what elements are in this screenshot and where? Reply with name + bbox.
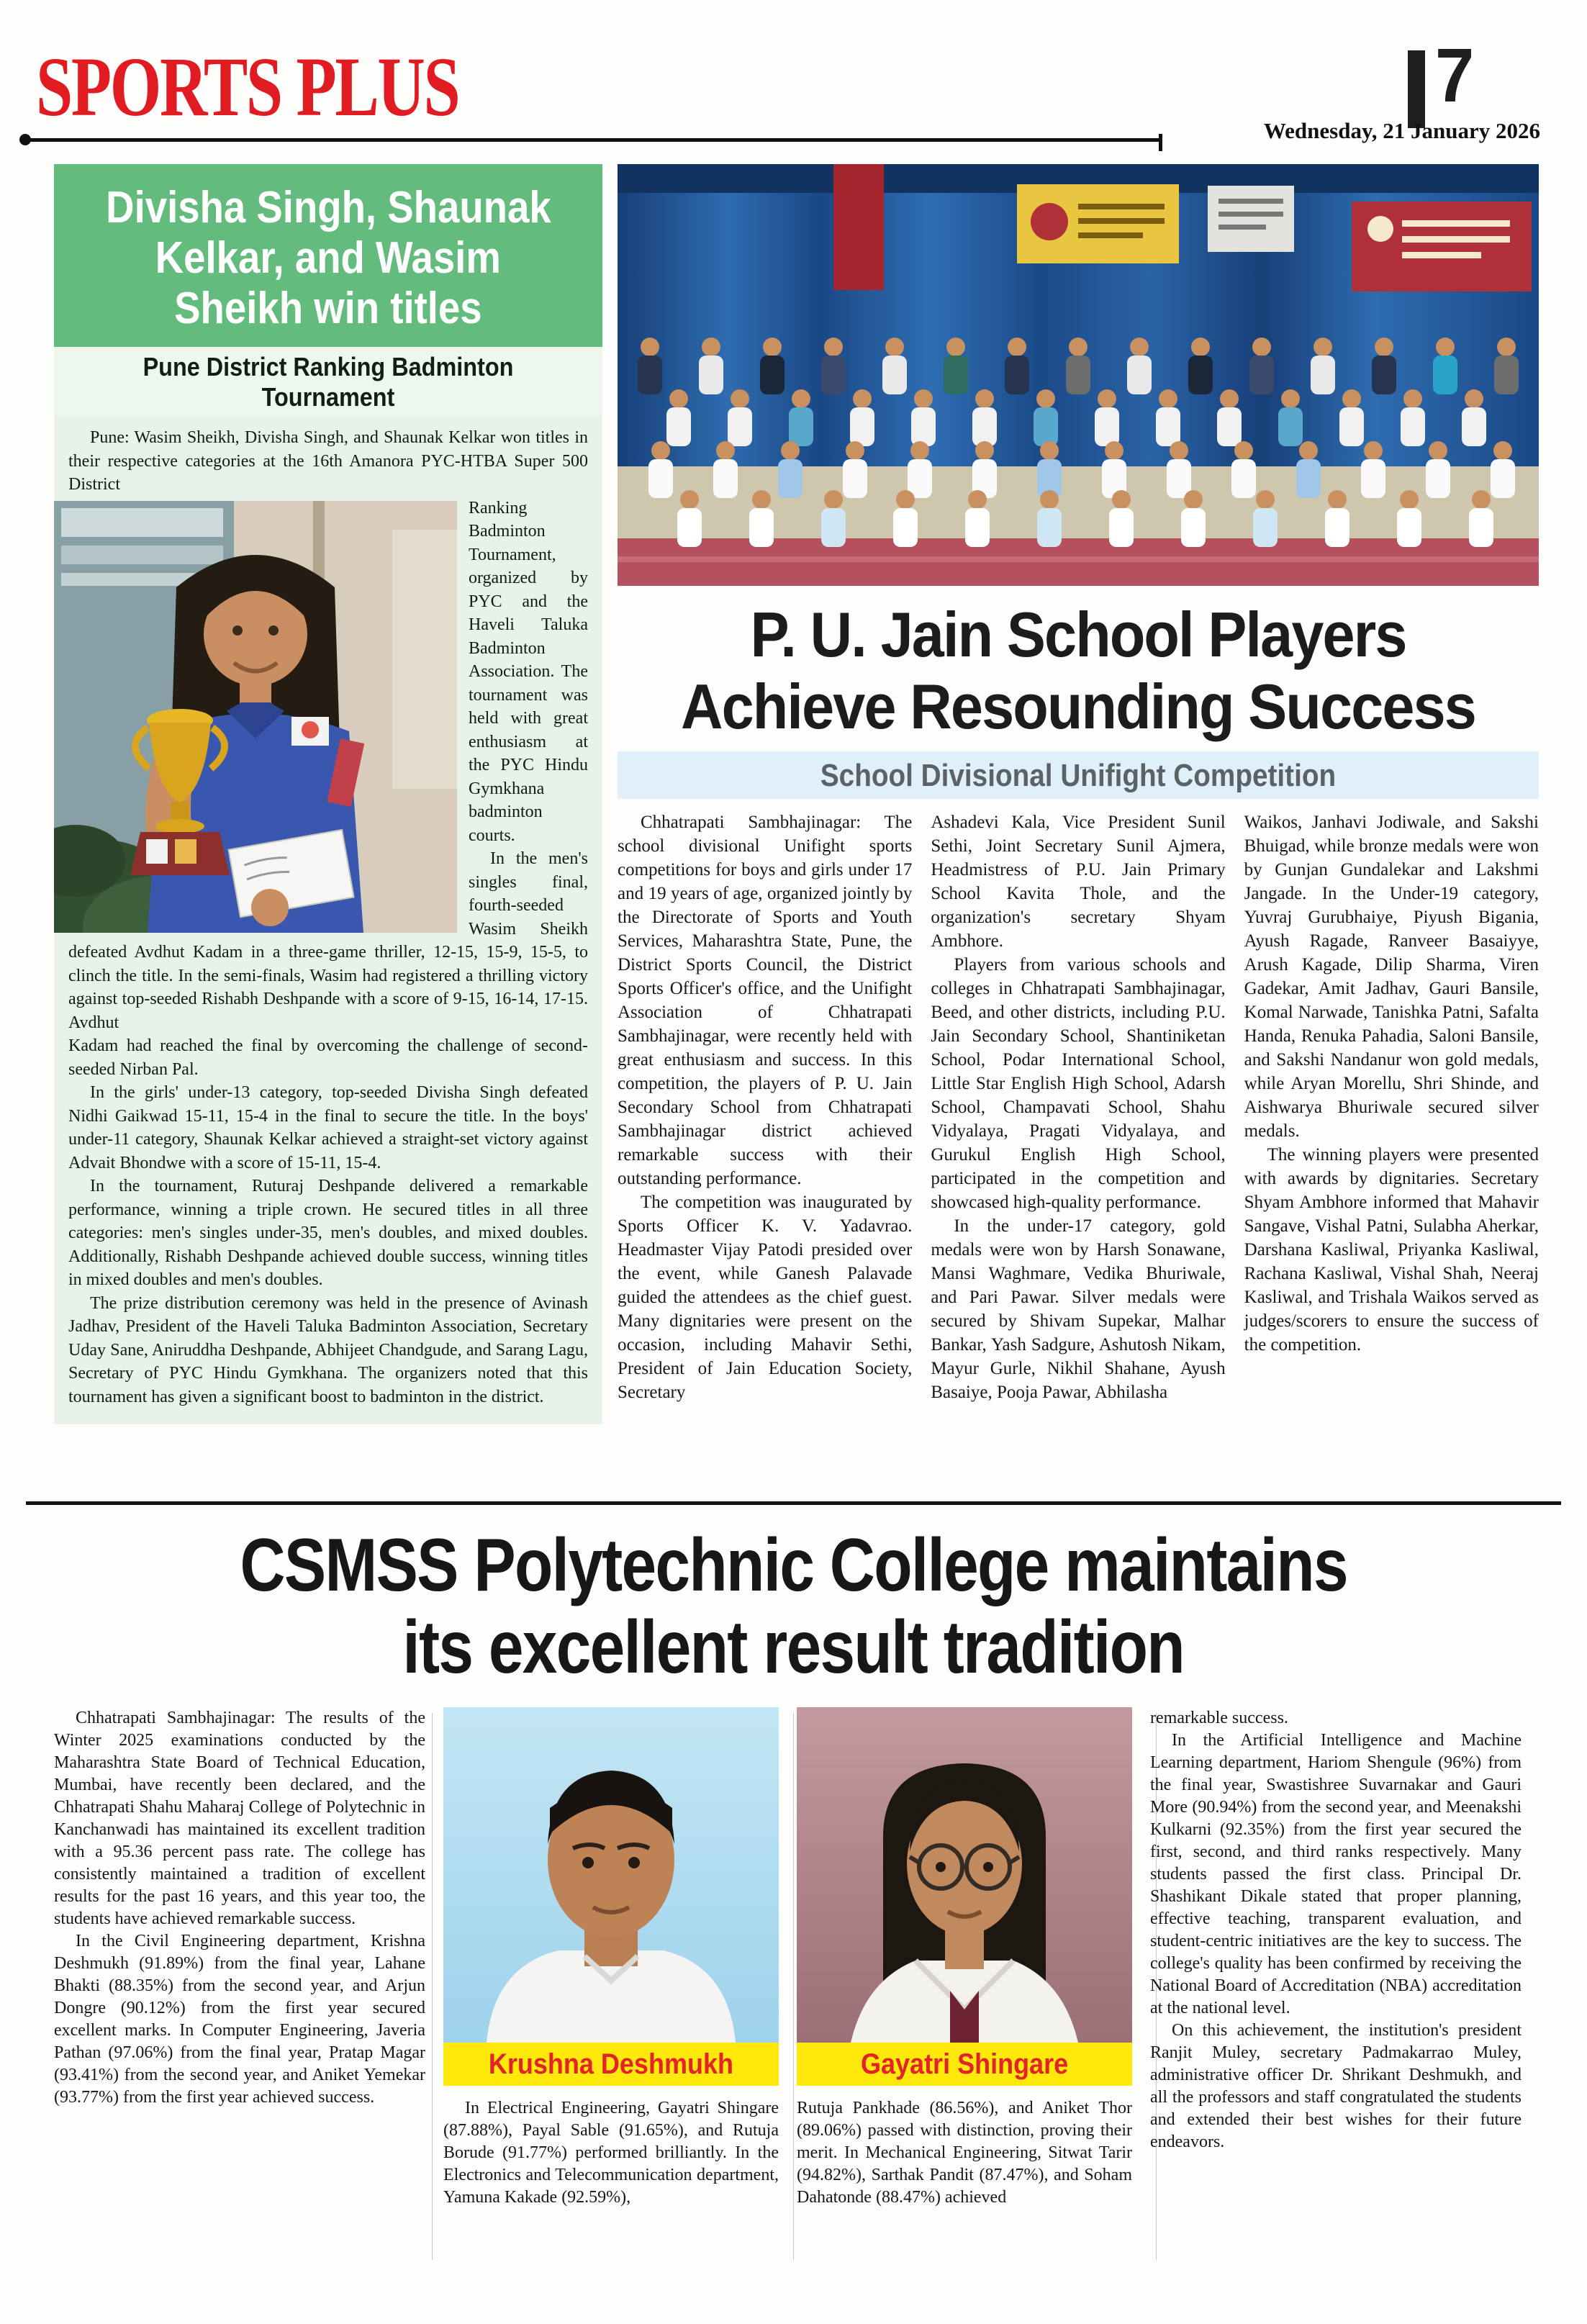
unifight-column-3 xyxy=(1244,810,1539,1404)
krushna-deshmukh-photo xyxy=(443,1707,779,2043)
article-paragraph: The competition was inaugurated by Sports Officer K. V. Yadavrao. Headmaster Vijay Patodi presided over the event, while Ganesh Palavade guided the attendees as the chief guest. Many dignitaries were present on the occasion, including Mahavir Sethi, President of Jain Education Society, Secretary xyxy=(618,1193,913,1402)
unifight-columns xyxy=(618,810,1539,1404)
header-rule-dot xyxy=(19,134,31,145)
trophy-girl-illustration xyxy=(54,501,457,933)
csmss-column-4 xyxy=(1150,1707,1522,2209)
headline-line: Sheikh win titles xyxy=(174,284,482,333)
group-photo-illustration xyxy=(618,164,1539,586)
csmss-headline xyxy=(0,1524,1587,1688)
article-paragraph: Players from various schools and colleges in Chhatrapati Sambhajinagar, Beed, and other districts, including P.U. Jain Secondary School, Shantiniketan School, Podar International School, Little Star English High School, Adarsh School, Champavati School, Shahu Vidyalaya, Pragati Vidyalaya, and Gurukul English High School, participated in the competition and showcased high-quality performance. xyxy=(931,955,1226,1212)
section-divider-rule xyxy=(26,1501,1561,1505)
group-photo xyxy=(618,164,1539,586)
article-paragraph: Rutuja Pankhade (86.56%), and Aniket Thor (89.06%) passed with distinction, proving their merit. In Mechanical Engineering, Sitwat Tarir (94.82%), Sarthak Pandit (87.47%), and Soham Dahatonde (88.47%) achieved xyxy=(797,2099,1132,2207)
red-banner-right xyxy=(1352,202,1532,291)
unifight-article xyxy=(618,164,1539,1404)
csmss-column-3 xyxy=(797,1707,1132,2209)
badminton-body xyxy=(54,416,602,1424)
photo-caption-gayatri: Gayatri Shingare xyxy=(797,2043,1132,2086)
female-student-portrait xyxy=(797,1707,1132,2043)
headline-line: Achieve Resounding Success xyxy=(680,671,1475,742)
unifight-kicker: School Divisional Unifight Competition xyxy=(618,751,1539,799)
article-paragraph: In the men's singles final, fourth-seeded Wasim Sheikh defeated Avdhut Kadam in a three-game thriller, 12-15, 15-9, 15-5, to clinch the title. In the semi-finals, Wasim had registered a thrilling victory against top-seeded Rishabh Deshpande with a score of 9-15, 16-14, 17-15. Avdhut xyxy=(68,849,588,1032)
white-sign xyxy=(1208,186,1294,252)
headline-line: P. U. Jain School Players xyxy=(750,599,1406,670)
article-paragraph: In the Civil Engineering department, Krishna Deshmukh (91.89%) from the final year, Lahane Bhakti (88.35%) from the second year, and Arjun Dongre (90.12%) from the first year secured excellent marks. In Computer Engineering, Javeria Pathan (97.06%) from the final year, Pratap Magar (93.41%) from the second year, and Aniket Yemekar (93.77%) from the first year achieved success. xyxy=(54,1932,425,2107)
article-paragraph: Chhatrapati Sambhajinagar: The school divisional Unifight sports competitions for boys and girls under 17 and 19 years of age, organized jointly by the Directorate of Sports and Youth Services, Maharashtra State, Pune, the District Sports Council, the District Sports Officer's office, and the Unifight Association of Chhatrapati Sambhajinagar, were recently held with great enthusiasm and success. In this competition, the players of P. U. Jain Secondary School from Chhatrapati Sambhajinagar district achieved remarkable success with their outstanding performance. xyxy=(618,813,913,1188)
badminton-kicker: Pune District Ranking Badminton Tournament xyxy=(54,347,602,416)
badminton-headline xyxy=(54,164,602,347)
header-rule xyxy=(26,138,1162,142)
gayatri-shingare-photo xyxy=(797,1707,1132,2043)
page-number-bar xyxy=(1408,50,1425,128)
date-line: Wednesday, 21 January 2026 xyxy=(1263,118,1540,143)
csmss-columns xyxy=(54,1707,1535,2209)
yellow-banner-center xyxy=(1017,184,1179,263)
people-back-row xyxy=(638,338,1519,394)
headline-line: its excellent result tradition xyxy=(402,1606,1185,1689)
article-paragraph: In the tournament, Ruturaj Deshpande delivered a remarkable performance, winning a triple crown. He secured titles in all three categories: men's singles under-35, men's doubles, and mixed doubles. Additionally, Rishabh Deshpande achieved double success, winning titles in mixed doubles and men's doubles. xyxy=(68,1177,588,1289)
article-paragraph: In the Artificial Intelligence and Machine Learning department, Hariom Shengule (96%) from the final year, Swastishree Suvarnakar and Gauri More (90.94%) from the second year, and Meenakshi Kulkarni (92.35%) from the first year secured the first, second, and third ranks respectively. Many students passed the first class. Principal Dr. Shashikant Dikale stated that proper planning, effective teaching, transparent evaluation, and student-centric initiatives are the key to success. The college's quality has been confirmed by receiving the National Board of Accreditation (NBA) accreditation at the national level. xyxy=(1150,1731,1522,2017)
unifight-column-1 xyxy=(618,810,912,1404)
article-paragraph: On this achievement, the institution's president Ranjit Muley, secretary Padmakarrao Muley, administrative officer Dr. Shrikant Deshmukh, and all the professors and staff congratulated the students and extended their best wishes for their future endeavors. xyxy=(1150,2021,1522,2151)
unifight-column-2 xyxy=(931,810,1225,1404)
article-paragraph: Ashadevi Kala, Vice President Sunil Sethi, Joint Secretary Sunil Ajmera, Headmistress of P.U. Jain Primary School Kavita Thole, and the organization's secretary Shyam Ambhore. xyxy=(931,813,1226,951)
article-paragraph: In Electrical Engineering, Gayatri Shingare (87.88%), Payal Sable (91.65%), and Rutuja Borude (91.77%) performed brilliantly. In the Electronics and Telecommunication department, Yamuna Kakade (92.59%), xyxy=(443,2099,779,2207)
article-paragraph: Ranking Badminton Tournament, organized by PYC and the Haveli Taluka Badminton Association. The tournament was held with great enthusiasm at the PYC Hindu Gymkhana badminton courts. xyxy=(469,498,588,845)
badminton-article xyxy=(54,164,602,1424)
article-paragraph: In the girls' under-13 category, top-seeded Divisha Singh defeated Nidhi Gaikwad 15-11, 15-4 in the final to secure the title. In the boys' under-11 category, Shaunak Kelkar achieved a straight-set victory against Advait Bhondwe with a score of 15-11, 15-4. xyxy=(68,1083,588,1172)
headline-line: CSMSS Polytechnic College maintains xyxy=(240,1524,1347,1607)
csmss-column-1 xyxy=(54,1707,425,2209)
article-paragraph: remarkable success. xyxy=(1150,1709,1288,1727)
unifight-headline xyxy=(618,599,1539,743)
article-paragraph: Waikos, Janhavi Jodiwale, and Sakshi Bhuigad, while bronze medals were won by Gunjan Gundalekar and Lakshmi Jangade. In the Under-19 category, Yuvraj Gurubhaiye, Piyush Bigania, Ayush Ragade, Ranveer Basaiyye, Arush Kagade, Dilip Sharma, Viren Gadekar, Amit Jadhav, Gauri Bansile, Komal Narwade, Tanishka Patni, Safalta Handa, Renuka Pahadia, Saloni Bansile, and Sakshi Nandanur won gold medals, while Aryan Morellu, Shri Shinde, and Aishwarya Bhuriwale secured silver medals. xyxy=(1244,813,1539,1141)
article-paragraph: Kadam had reached the final by overcoming the challenge of second-seeded Nirban Pal. xyxy=(68,1036,588,1079)
article-paragraph: Pune: Wasim Sheikh, Divisha Singh, and Shaunak Kelkar won titles in their respective categories at the 16th Amanora PYC-HTBA Super 500 District xyxy=(68,428,588,494)
page-number: 7 xyxy=(1435,33,1475,118)
article-paragraph: Chhatrapati Sambhajinagar: The results of the Winter 2025 examinations conducted by the Maharashtra State Board of Technical Education, Mumbai, have recently been declared, and the Chhatrapati Shahu Maharaj College of Polytechnic in Kanchanwadi has maintained its excellent tradition with a 95.36 percent pass rate. The college has consistently maintained a tradition of excellent results for the past 16 years, and this year too, the students have achieved remarkable success. xyxy=(54,1709,425,1928)
headline-line: Divisha Singh, Shaunak xyxy=(105,183,551,232)
csmss-column-2 xyxy=(443,1707,779,2209)
article-paragraph: The prize distribution ceremony was held in the presence of Avinash Jadhav, President of the Haveli Taluka Badminton Association, Secretary Uday Sane, Aniruddha Deshpande, Abhijeet Chandgude, and Sarang Lagu, Secretary of PYC Hindu Gymkhana. The organizers noted that this tournament has given a significant boost to badminton in the district. xyxy=(68,1293,588,1406)
photo-caption-krushna: Krushna Deshmukh xyxy=(443,2043,779,2086)
masthead-title: SPORTS PLUS xyxy=(36,40,459,134)
red-banner-left xyxy=(833,164,884,290)
headline-line: Kelkar, and Wasim xyxy=(155,233,502,283)
male-student-portrait xyxy=(443,1707,779,2043)
article-paragraph: In the under-17 category, gold medals were won by Harsh Sonawane, Mansi Waghmare, Vedika Bhuriwale, and Pari Pawar. Silver medals were secured by Shivam Supekar, Malhar Bankar, Yash Sadgure, Ashutosh Nikam, Mayur Gurle, Nikhil Shahane, Ayush Basaiye, Pooja Pawar, Abhilasha xyxy=(931,1216,1226,1402)
trophy-girl-photo xyxy=(54,501,457,933)
article-paragraph: The winning players were presented with awards by dignitaries. Secretary Shyam Ambhore informed that Mahavir Sangave, Vishal Patni, Sulabha Aherkar, Darshana Kasliwal, Priyanka Kasliwal, Rachana Kasliwal, Vishal Shah, Neeraj Kasliwal, and Trishala Waikos served as judges/scorers to ensure the success of the competition. xyxy=(1244,1145,1539,1355)
